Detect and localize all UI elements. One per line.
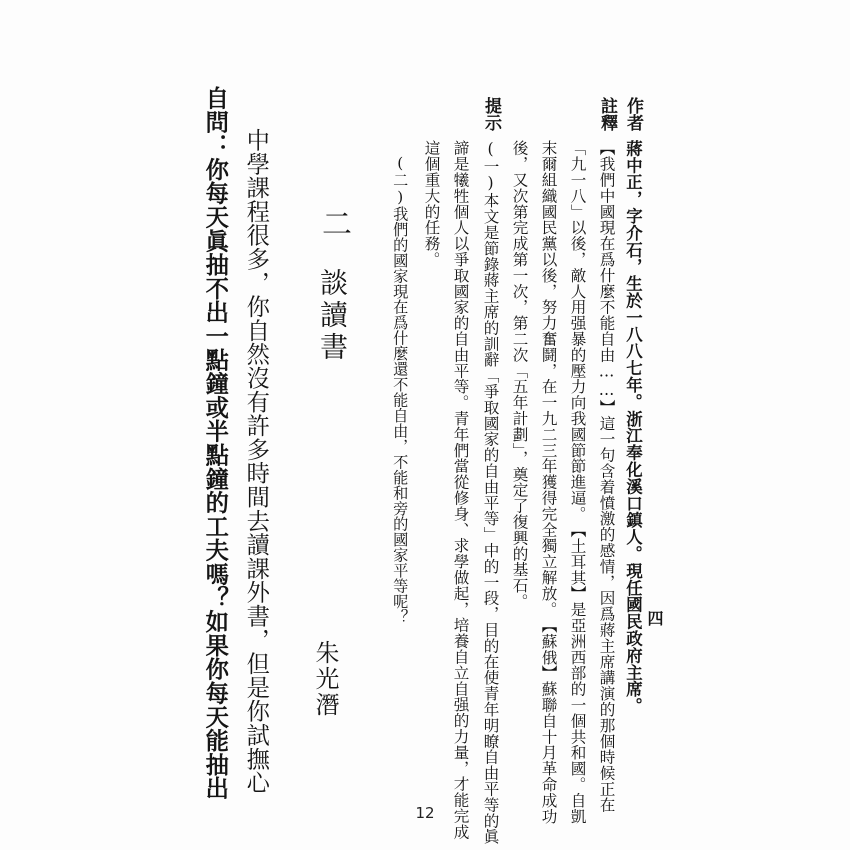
hints-label: 提示 (481, 97, 501, 131)
lesson-number: 二 (316, 208, 351, 238)
lesson-title: 談讀書 (316, 268, 349, 364)
author-label: 作者 (623, 97, 643, 131)
annotation-line-2: 「九一八」以後，敵人用强暴的壓力向我國節節進逼。 【土耳其】是亞洲西部的一個共和國。自凱 (568, 140, 587, 824)
annotation-label: 註釋 (597, 97, 617, 131)
body-line-1: 中學課程很多，你自然沒有許多時間去讀課外書，但是你試撫心 (242, 128, 270, 795)
annotation-line-4: 後，又次第完成第一次，第二次「五年計劃」，奠定了復興的基石。 (510, 140, 529, 610)
hints-question: (二)我們的國家現在爲什麼還不能自由，不能和旁的國家平等呢？ (391, 154, 410, 625)
hints-line-1: (一)本文是節錄蔣主席的訓辭「爭取國家的自由平等」中的一段，目的在使青年明瞭自由平等的眞 (481, 140, 500, 845)
lesson-author: 朱光潛 (311, 640, 339, 718)
body-line-2: 自問：你每天眞抽不出一點鐘或半點鐘的工夫嗎？如果你每天能抽出 (201, 86, 229, 800)
author-note-text: 蔣中正，字介石，生於一八八七年。浙江奉化溪口鎮人。現任國民政府主席。 (623, 140, 643, 715)
section-mark: 四 (645, 610, 664, 626)
hints-line-3: 這個重大的任務。 (422, 140, 441, 268)
hints-line-2: 諦是犧牲個人以爭取國家的自由平等。青年們當從修身、求學做起，培養自立自强的力量，才能完成 (451, 140, 470, 840)
annotation-line-3: 末爾組織國民黨以後，努力奮鬪，在一九二三年獲得完全獨立解放。 【蘇俄】蘇聯自十月革命成功 (539, 140, 558, 824)
annotation-line-1: 【我們中國現在爲什麼不能自由……】這一句含着憤激的感情，因爲蔣主席講演的那個時候正在 (597, 140, 616, 813)
page-number: 12 (415, 804, 435, 822)
